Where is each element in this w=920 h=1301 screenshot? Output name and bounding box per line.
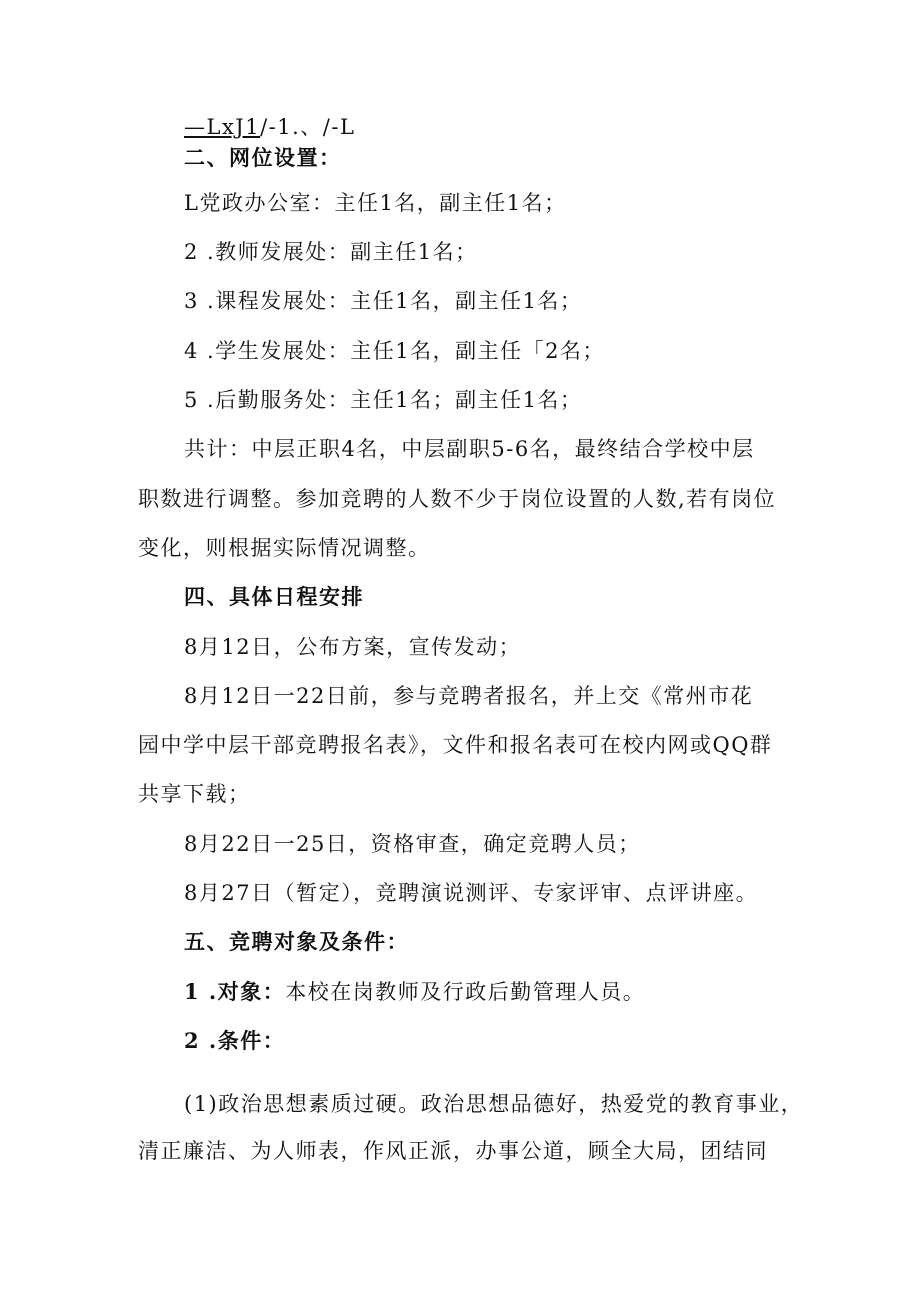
section-heading-schedule: 四、具体日程安排 (184, 584, 364, 609)
schedule-item-2-line-1: 8月12日一22日前，参与竞聘者报名，并上交《常州市花 (184, 684, 754, 708)
total-paragraph-line-3: 变化，则根据实际情况调整。 (138, 536, 431, 560)
section-heading-positions: 二、网位设置： (184, 145, 342, 170)
position-item-3: 3 .课程发展处：主任1名，副主任1名； (184, 289, 583, 313)
total-paragraph-line-1: 共计：中层正职4名，中层副职5-6名，最终结合学校中层 (184, 437, 755, 461)
schedule-item-3: 8月22日一25日，资格审查，确定竞聘人员； (184, 832, 641, 856)
schedule-item-2-line-2: 园中学中层干部竞聘报名表》，文件和报名表可在校内网或QQ群 (138, 733, 773, 757)
position-item-4: 4 .学生发展处：主任1名，副主任「2名； (184, 339, 605, 363)
candidates-conditions-label: 2 .条件： (184, 1028, 286, 1053)
position-item-2: 2 .教师发展处：副主任1名； (184, 240, 478, 264)
section-heading-candidates: 五、竞聘对象及条件： (184, 929, 409, 954)
candidates-object-text: 本校在岗教师及行政后勤管理人员。 (285, 980, 646, 1004)
header-fragment (184, 112, 844, 142)
candidates-object-label: 1 .对象： (184, 979, 286, 1004)
candidates-object (184, 977, 844, 1007)
total-paragraph-line-2: 职数进行调整。参加竞聘的人数不少于岗位设置的人数,若有岗位 (138, 487, 777, 511)
schedule-item-2-line-3: 共享下载； (138, 782, 251, 806)
condition-1-line-1: (1)政治思想素质过硬。政治思想品德好，热爱党的教育事业， (184, 1092, 804, 1116)
position-item-5: 5 .后勤服务处：主任1名；副主任1名； (184, 388, 583, 412)
condition-1-line-2: 清正廉洁、为人师表，作风正派，办事公道，顾全大局，团结同 (138, 1139, 768, 1163)
header-fragment-underlined: —LxJ1 (184, 115, 261, 139)
header-fragment-rest: /-1.、/-L (260, 115, 356, 139)
schedule-item-1: 8月12日，公布方案，宣传发动； (184, 635, 522, 659)
schedule-item-4: 8月27日（暂定），竞聘演说测评、专家评审、点评讲座。 (184, 881, 759, 905)
position-item-1: L党政办公室：主任1名，副主任1名； (184, 191, 567, 215)
